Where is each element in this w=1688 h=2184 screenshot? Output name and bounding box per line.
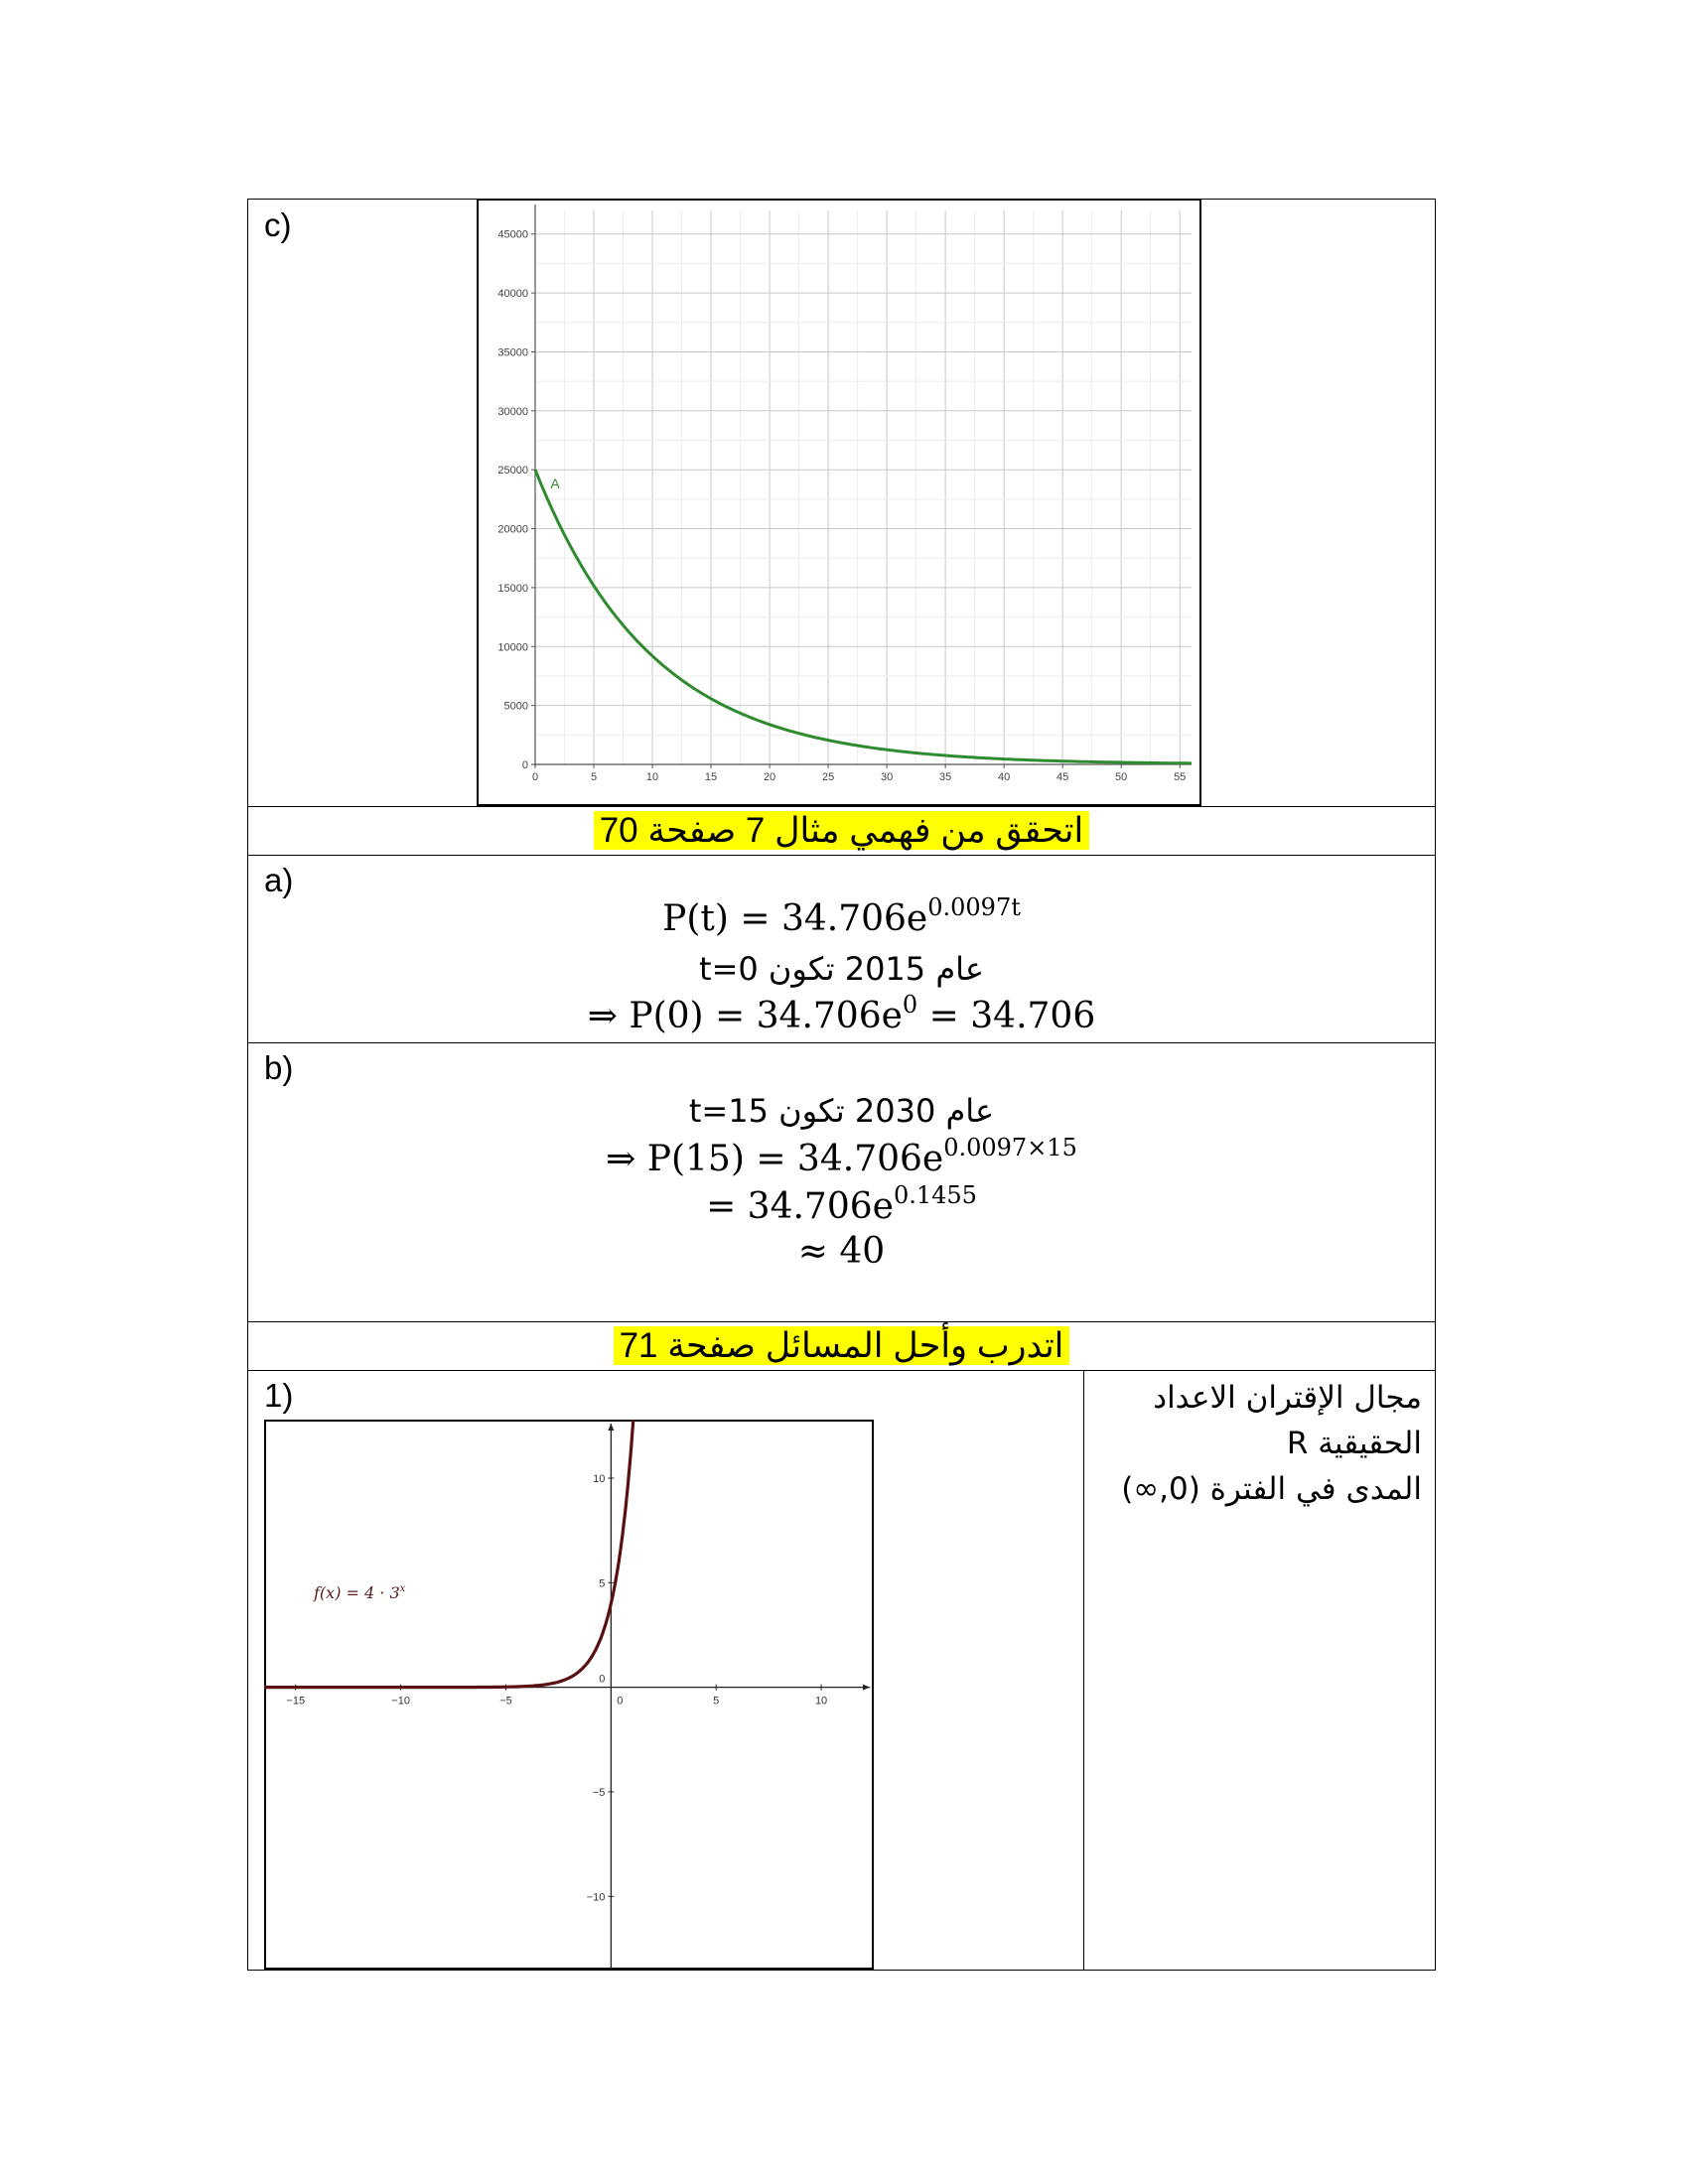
part-a-equation: $P(t) = 34.706e^{0.0097t}$ bbox=[662, 893, 1021, 939]
problem-1-label: 1) bbox=[264, 1377, 294, 1414]
x-tick-label: 5 bbox=[713, 1695, 720, 1707]
x-tick-label: 40 bbox=[998, 771, 1011, 783]
x-tick-label: 0 bbox=[617, 1695, 624, 1707]
part-b-condition: عام 2030 تكون t=15 bbox=[688, 1092, 995, 1130]
x-tick-label: 50 bbox=[1115, 771, 1128, 783]
row-divider bbox=[247, 855, 1436, 856]
equation-label: $f(x) = 4 \cdot 3^x$ bbox=[314, 1583, 406, 1602]
x-tick-label: 20 bbox=[763, 771, 776, 783]
x-tick-label: 10 bbox=[814, 1695, 828, 1707]
equation-exponent: x bbox=[399, 1583, 406, 1594]
y-tick-label: 20000 bbox=[497, 523, 528, 536]
part-b-label: b) bbox=[264, 1049, 294, 1086]
point-label: A bbox=[550, 476, 560, 492]
y-tick-label: 10000 bbox=[497, 641, 528, 654]
y-tick-label: 10 bbox=[593, 1472, 606, 1485]
y-tick-label: 45000 bbox=[497, 228, 528, 241]
x-tick-label: 0 bbox=[531, 771, 539, 783]
x-tick-label: 5 bbox=[590, 771, 598, 783]
y-tick-label: −10 bbox=[586, 1891, 606, 1904]
x-tick-label: −5 bbox=[499, 1695, 512, 1707]
part-c-label: c) bbox=[264, 206, 292, 243]
y-tick-label: −5 bbox=[592, 1786, 606, 1799]
part-b-result: ≈ 40 bbox=[797, 1231, 886, 1272]
x-tick-label: 35 bbox=[939, 771, 952, 783]
y-tick-label: 30000 bbox=[497, 405, 528, 418]
x-tick-label: 30 bbox=[880, 771, 894, 783]
row-divider bbox=[247, 1042, 1436, 1043]
x-tick-label: 25 bbox=[821, 771, 835, 783]
part-a-condition: عام 2015 تكون t=0 bbox=[699, 950, 984, 988]
x-tick-label: −15 bbox=[286, 1695, 306, 1707]
section-71-title: اتدرب وأحل المسائل صفحة 71 bbox=[614, 1326, 1070, 1365]
section-70-title: اتحقق من فهمي مثال 7 صفحة 70 bbox=[594, 811, 1090, 850]
part-a-result: ⇒ $P(0) = 34.706e^0 = 34.706$ bbox=[587, 991, 1096, 1036]
y-tick-label: 0 bbox=[599, 1673, 606, 1686]
y-tick-label: 0 bbox=[521, 759, 528, 771]
part-b-step: = $34.706e^{0.1455}$ bbox=[706, 1181, 977, 1227]
exponential-chart bbox=[264, 1420, 874, 1970]
x-tick-label: 55 bbox=[1174, 771, 1187, 783]
decay-chart bbox=[477, 199, 1201, 806]
y-tick-label: 5000 bbox=[503, 700, 528, 713]
part-b-equation: ⇒ $P(15) = 34.706e^{0.0097\times 15}$ bbox=[606, 1134, 1077, 1179]
x-tick-label: 45 bbox=[1056, 771, 1069, 783]
y-tick-label: 40000 bbox=[497, 288, 528, 301]
row-divider bbox=[247, 1321, 1436, 1322]
x-tick-label: 10 bbox=[645, 771, 659, 783]
domain-text-line2: الحقيقية R bbox=[1286, 1426, 1422, 1461]
row-divider bbox=[247, 806, 1436, 807]
x-tick-label: −10 bbox=[391, 1695, 410, 1707]
domain-text-line1: مجال الإقتران الاعداد bbox=[1153, 1380, 1422, 1416]
y-tick-label: 15000 bbox=[497, 582, 528, 595]
part-a-label: a) bbox=[264, 862, 294, 898]
x-tick-label: 15 bbox=[704, 771, 718, 783]
y-tick-label: 35000 bbox=[497, 346, 528, 359]
chart-frame bbox=[265, 1421, 873, 1969]
range-text: المدى في الفترة (0,∞) bbox=[1121, 1471, 1422, 1507]
y-tick-label: 5 bbox=[599, 1577, 606, 1590]
y-tick-label: 25000 bbox=[497, 465, 528, 478]
